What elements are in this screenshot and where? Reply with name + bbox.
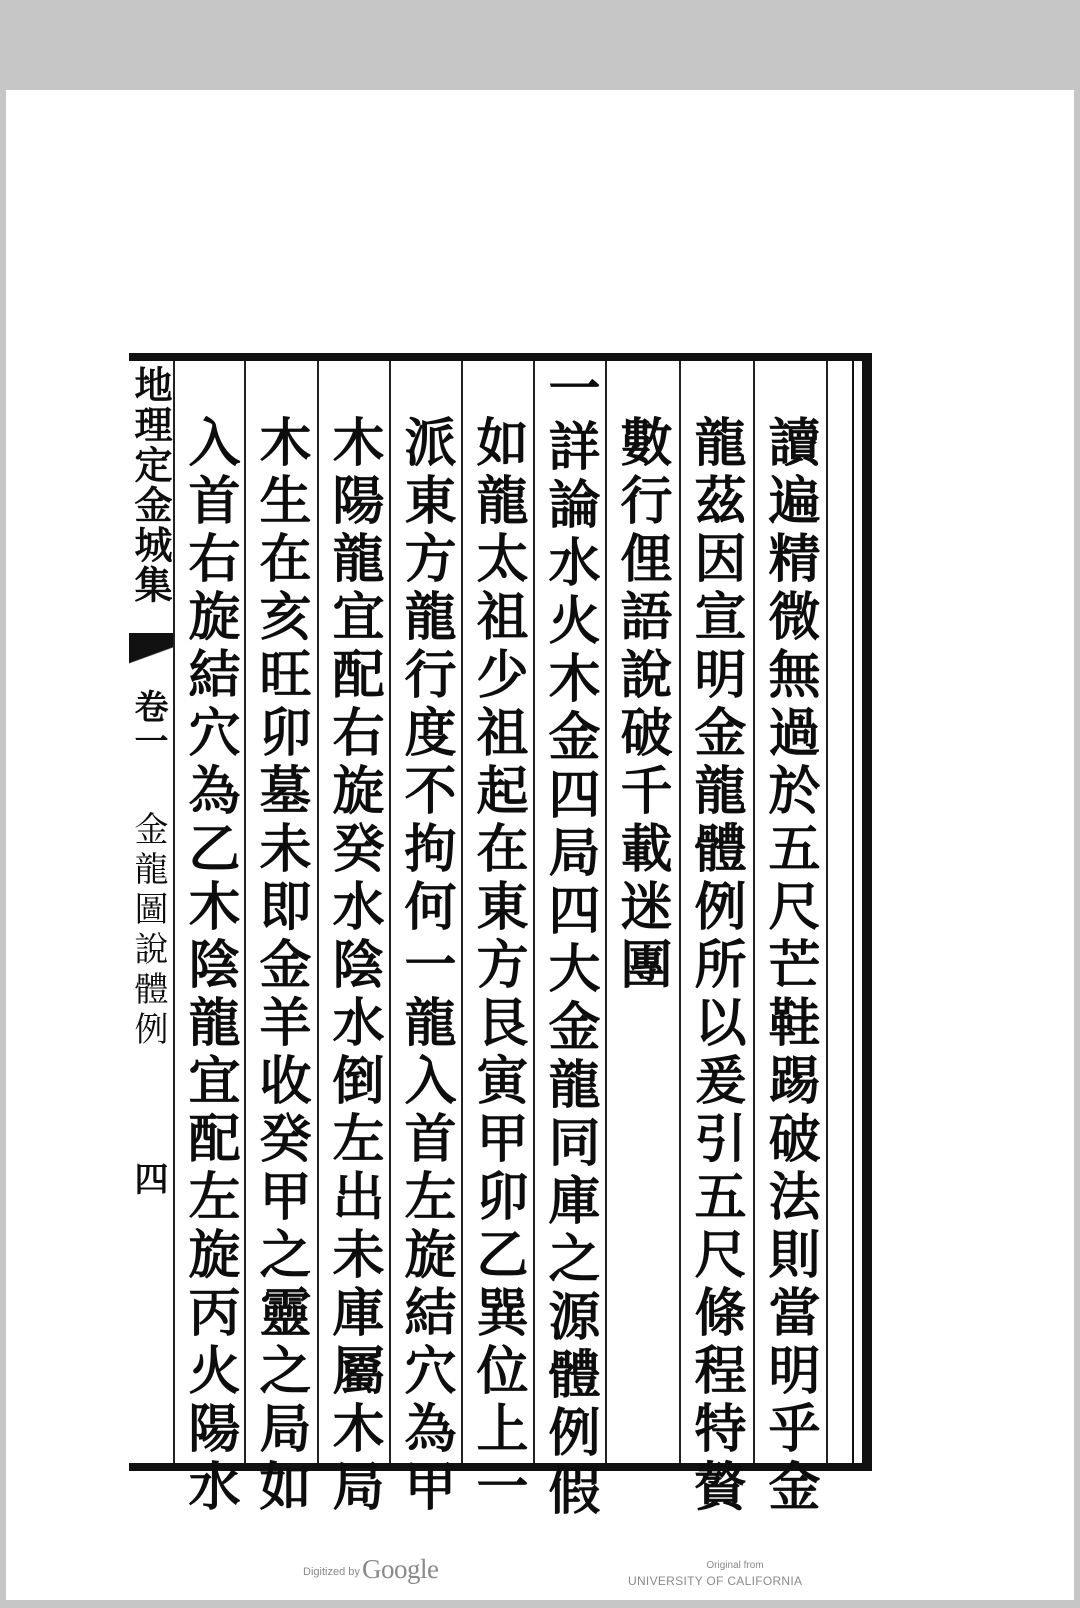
column-rule xyxy=(753,361,755,1463)
column-rule xyxy=(244,361,246,1463)
text-column-7: 木陽龍宜配右旋癸水陰水倒左出未庫屬木局 xyxy=(323,415,384,1517)
column-rule xyxy=(679,361,681,1463)
text-column-2: 龍茲因宣明金龍體例所以爰引五尺條程特贅 xyxy=(685,415,746,1517)
text-column-9: 入首右旋結穴為乙木陰龍宜配左旋丙火陽水 xyxy=(179,415,240,1517)
volume-label: 卷一 xyxy=(128,689,168,757)
frame-border-top xyxy=(129,353,872,361)
column-rule xyxy=(826,361,828,1463)
text-column-1: 讀遍精微無過於五尺芒鞋踢破法則當明乎金 xyxy=(759,415,820,1517)
digitized-by-label: Digitized by xyxy=(303,1566,360,1578)
column-rule xyxy=(317,361,319,1463)
google-logo: Google xyxy=(362,1554,439,1584)
column-rule xyxy=(389,361,391,1463)
text-column-4: 一詳論水火木金四局四大金龍同庫之源體例假 xyxy=(539,361,600,1521)
text-column-8: 木生在亥旺卯墓未即金羊收癸甲之靈之局如 xyxy=(250,415,311,1517)
column-rule xyxy=(605,361,607,1463)
text-column-6: 派東方龍行度不拘何一龍入首左旋結穴為甲 xyxy=(395,415,456,1517)
text-column-3: 數行俚語說破千載迷團 xyxy=(611,415,672,995)
book-title: 地理定金城集 xyxy=(128,365,173,605)
frame-border-right xyxy=(862,353,872,1471)
column-rule xyxy=(533,361,535,1463)
center-margin xyxy=(129,361,173,1463)
university-label: UNIVERSITY OF CALIFORNIA xyxy=(628,1574,803,1588)
column-rule xyxy=(461,361,463,1463)
text-frame xyxy=(128,353,872,1521)
frame-inner-rule xyxy=(852,361,854,1463)
page-number: 四 xyxy=(128,1161,168,1195)
section-title: 金龍圖說體例 xyxy=(128,811,168,1051)
fishtail-mark xyxy=(129,633,173,679)
original-from-label: Original from xyxy=(706,1560,764,1571)
text-column-5: 如龍太祖少祖起在東方艮寅甲卯乙巽位上一 xyxy=(467,415,528,1517)
column-rule xyxy=(173,361,175,1463)
